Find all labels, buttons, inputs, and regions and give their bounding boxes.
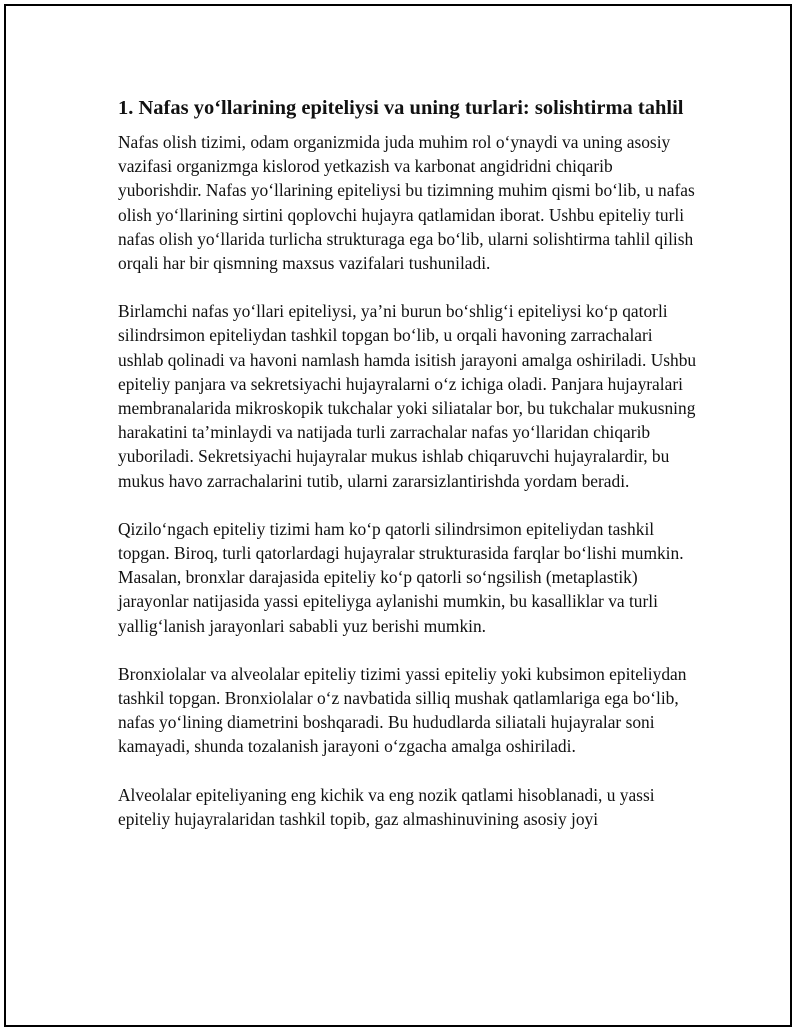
paragraph-respiratory-system-intro: Nafas olish tizimi, odam organizmida juda muhim rol o‘ynaydi va uning asosiy vazifasi organizmga kislorod yetkazish va karbonat angidridni chiqarib yuborishdir. Nafas yo‘llarining epiteliysi bu tizimning muhim qismi bo‘lib, u nafas olish yo‘llarining sirtini qoplovchi hujayra qatlamidan iborat. Ushbu epiteliy turli nafas olish yo‘llarida turlicha strukturaga ega bo‘lib, ularni solishtirma tahlil qilish orqali har bir qismning maxsus vazifalari tushuniladi. bbox=[118, 132, 695, 274]
document-title: 1. Nafas yo‘llarining epiteliysi va uning turlari: solishtirma tahlil bbox=[118, 97, 684, 119]
paragraph-esophageal-epithelium: Qizilo‘ngach epiteliy tizimi ham ko‘p qatorli silindrsimon epiteliydan tashkil topgan. Biroq, turli qatorlardagi hujayralar strukturasida farqlar bo‘lishi mumkin. Masalan, bronxlar darajasida epiteliy ko‘p qatorli so‘ngsilish (metaplastik) jarayonlar natijasida yassi epiteliyga aylanishi mumkin, bu kasalliklar va turli yallig‘lanish jarayonlari sababli yuz berishi mumkin. bbox=[118, 518, 684, 636]
paragraph-nasal-epithelium: Birlamchi nafas yo‘llari epiteliysi, ya’ni burun bo‘shlig‘i epiteliysi ko‘p qatorli silindrsimon epiteliydan tashkil topgan bo‘lib, u orqali havoning zarrachalari ushlab qolinadi va havoni namlash hamda isitish jarayoni amalga oshiriladi. Ushbu epiteliy panjara va sekretsiyachi hujayralarni o‘z ichiga oladi. Panjara hujayralari membranalarida mikroskopik tukchalar yoki siliatalar bor, bu tukchalar mukusning harakatini ta’minlaydi va natijada turli zarrachalar nafas yo‘llaridan chiqarib yuboriladi. Sekretsiyachi hujayralar mukus ishlab chiqaruvchi hujayralardir, bu mukus havo zarrachalarini tutib, ularni zararsizlantirishda yordam beradi. bbox=[118, 301, 697, 491]
paragraph-bronchioles-alveoli: Bronxiolalar va alveolalar epiteliy tizimi yassi epiteliy yoki kubsimon epiteliydan tashkil topgan. Bronxiolalar o‘z navbatida silliq mushak qatlamlariga ega bo‘lib, nafas yo‘lining diametrini boshqaradi. Bu hududlarda siliatali hujayralar soni kamayadi, shunda tozalanish jarayoni o‘zgacha amalga oshiriladi. bbox=[118, 663, 687, 757]
document-body bbox=[118, 94, 698, 855]
paragraph-alveolar-epithelium: Alveolalar epiteliyaning eng kichik va eng nozik qatlami hisoblanadi, u yassi epiteliy hujayralaridan tashkil topib, gaz almashinuvining asosiy joyi bbox=[118, 784, 655, 829]
